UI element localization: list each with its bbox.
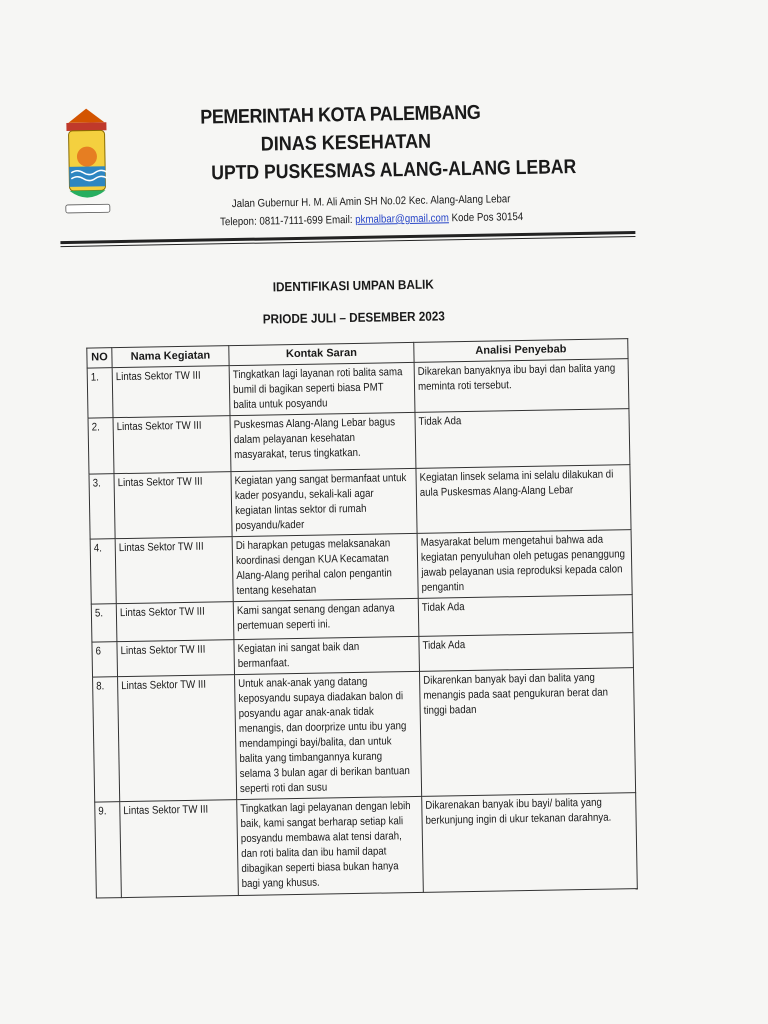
cell-no — [91, 604, 117, 642]
cell-text: Dikarenkan banyak bayi dan balita yang menangis pada saat pengukuran berat dan tinggi badan — [423, 671, 609, 717]
feedback-table — [86, 338, 638, 898]
cell-kegiatan — [116, 602, 234, 642]
cell-text: 1. — [90, 371, 99, 384]
cell-text: Tidak Ada — [418, 415, 462, 428]
cell-no — [87, 368, 113, 418]
cell-analisis — [416, 465, 631, 534]
cell-text: Lintas Sektor TW III — [119, 605, 205, 620]
cell-text: Untuk anak-anak yang datang keposyandu supaya diadakan balon di posyandu agar anak-anak tidak menangis, dan doorprize untu ibu yang mendampingi bayi/balita, dan untuk balita yang timbangannya kurang selama 3 bulan agar di berikan bantuan seperti roti dan susu — [238, 675, 410, 796]
cell-text: Lintas Sektor TW III — [118, 540, 204, 555]
cell-text: Lintas Sektor TW III — [123, 803, 209, 818]
cell-analisis — [422, 793, 638, 893]
cell-text: Masyarakat belum mengetahui bahwa ada kegiatan penyuluhan oleh petugas penanggung jawab pelayanan usia reproduksi kepada calon pengantin — [420, 533, 626, 594]
cell-text: Lintas Sektor TW III — [121, 678, 207, 693]
cell-kegiatan — [120, 800, 239, 898]
cell-kegiatan — [114, 472, 232, 539]
palembang-city-emblem-icon — [62, 104, 112, 241]
cell-text: Tingkatkan lagi pelayanan dengan lebih baik, kami sangat berharap setiap kali posyandu membawa alat tensi darah, dan roti balita dan ibu hamil dapat dibagikan seperti biasa bukan hanya bagi yang khusus. — [240, 800, 411, 891]
cell-saran — [237, 796, 424, 895]
cell-text: Kegiatan ini sangat baik dan bermanfaat. — [237, 640, 360, 671]
cell-text: 6 — [95, 645, 102, 658]
cell-kegiatan — [115, 537, 233, 604]
cell-text: Tidak Ada — [421, 601, 465, 614]
address: Jalan Gubernur H. M. Ali Amin SH No.02 Kec. Alang-Alang Lebar — [231, 193, 511, 211]
cell-text: Lintas Sektor TW III — [116, 419, 202, 434]
cell-kegiatan — [117, 640, 235, 677]
cell-text: Kami sangat senang dengan adanya pertemuan seperti ini. — [236, 602, 395, 633]
cell-kegiatan — [118, 675, 237, 802]
table-row — [95, 793, 638, 898]
table-row — [89, 465, 631, 539]
postal-code: Kode Pos 30154 — [448, 210, 524, 225]
cell-text: 8. — [96, 680, 105, 693]
cell-analisis — [419, 633, 634, 672]
cell-analisis — [419, 668, 635, 797]
cell-saran — [232, 533, 418, 601]
cell-text: Puskesmas Alang-Alang Lebar bagus dalam pelayanan kesehatan masyarakat, terus tingkatkan. — [233, 416, 396, 462]
cell-text: Di harapkan petugas melaksanakan koordinasi dengan KUA Kecamatan Alang-Alang perihal calon pengantin tentang kesehatan — [235, 537, 392, 598]
cell-text: Tidak Ada — [422, 639, 466, 652]
col-header-kegiatan: Nama Kegiatan — [112, 346, 229, 368]
clinic-name: UPTD PUSKESMAS ALANG-ALANG LEBAR — [211, 156, 577, 185]
cell-text: 9. — [98, 805, 107, 818]
cell-no — [92, 642, 118, 677]
cell-saran — [231, 468, 417, 536]
cell-analisis — [414, 359, 629, 413]
cell-text: Kegiatan linsek selama ini selalu dilakukan di aula Puskesmas Alang-Alang Lebar — [419, 468, 614, 499]
cell-text: Tingkatkan lagi layanan roti balita sama bumil di bagikan seperti biasa PMT balita untuk posyandu — [232, 366, 403, 412]
doc-title: IDENTIFIKASI UMPAN BALIK — [272, 276, 434, 295]
cell-saran — [233, 598, 419, 639]
table-body — [87, 359, 637, 898]
cell-saran — [230, 412, 416, 471]
department-name: DINAS KESEHATAN — [260, 130, 432, 156]
cell-kegiatan — [113, 416, 231, 474]
cell-no — [95, 802, 122, 898]
table-row — [93, 668, 636, 802]
cell-no — [89, 474, 115, 539]
cell-no — [93, 677, 120, 802]
table-row — [88, 409, 630, 474]
cell-text: 5. — [94, 607, 104, 620]
cell-text: 3. — [92, 477, 101, 490]
cell-analisis — [415, 409, 630, 469]
cell-no — [90, 539, 116, 604]
col-header-analisis: Analisi Penyebab — [414, 339, 628, 363]
cell-text: Dikarekan banyaknya ibu bayi dan balita yang meminta roti tersebut. — [417, 362, 616, 393]
cell-text: Kegiatan yang sangat bermanfaat untuk kader posyandu, sekali-kali agar kegiatan lintas sektor di rumah posyandu/kader — [234, 472, 407, 533]
email-link[interactable]: pkmalbar@gmail.com — [355, 212, 450, 226]
col-header-no: NO — [87, 348, 112, 368]
table-row — [90, 530, 632, 604]
cell-text: Lintas Sektor TW III — [120, 643, 206, 658]
letter-page — [50, 95, 664, 905]
cell-analisis — [418, 595, 633, 637]
contact-line — [220, 210, 607, 229]
cell-saran — [235, 671, 422, 799]
cell-saran — [229, 362, 415, 415]
cell-text: 2. — [91, 421, 100, 434]
cell-saran — [234, 636, 420, 674]
phone-text: Telepon: 0811-7111-699 Email: — [220, 213, 356, 229]
cell-text: Lintas Sektor TW III — [117, 475, 203, 490]
col-header-saran: Kontak Saran — [229, 342, 414, 365]
doc-period: PRIODE JULI – DESEMBER 2023 — [262, 308, 445, 327]
cell-text: 4. — [93, 542, 102, 555]
cell-text: Dikarenakan banyak ibu bayi/ balita yang berkunjung ingin di ukur tekanan darahnya. — [425, 796, 612, 827]
cell-no — [88, 418, 114, 474]
cell-text: Lintas Sektor TW III — [115, 369, 201, 384]
cell-kegiatan — [112, 366, 230, 418]
gov-name: PEMERINTAH KOTA PALEMBANG — [200, 101, 481, 129]
cell-analisis — [417, 530, 632, 599]
